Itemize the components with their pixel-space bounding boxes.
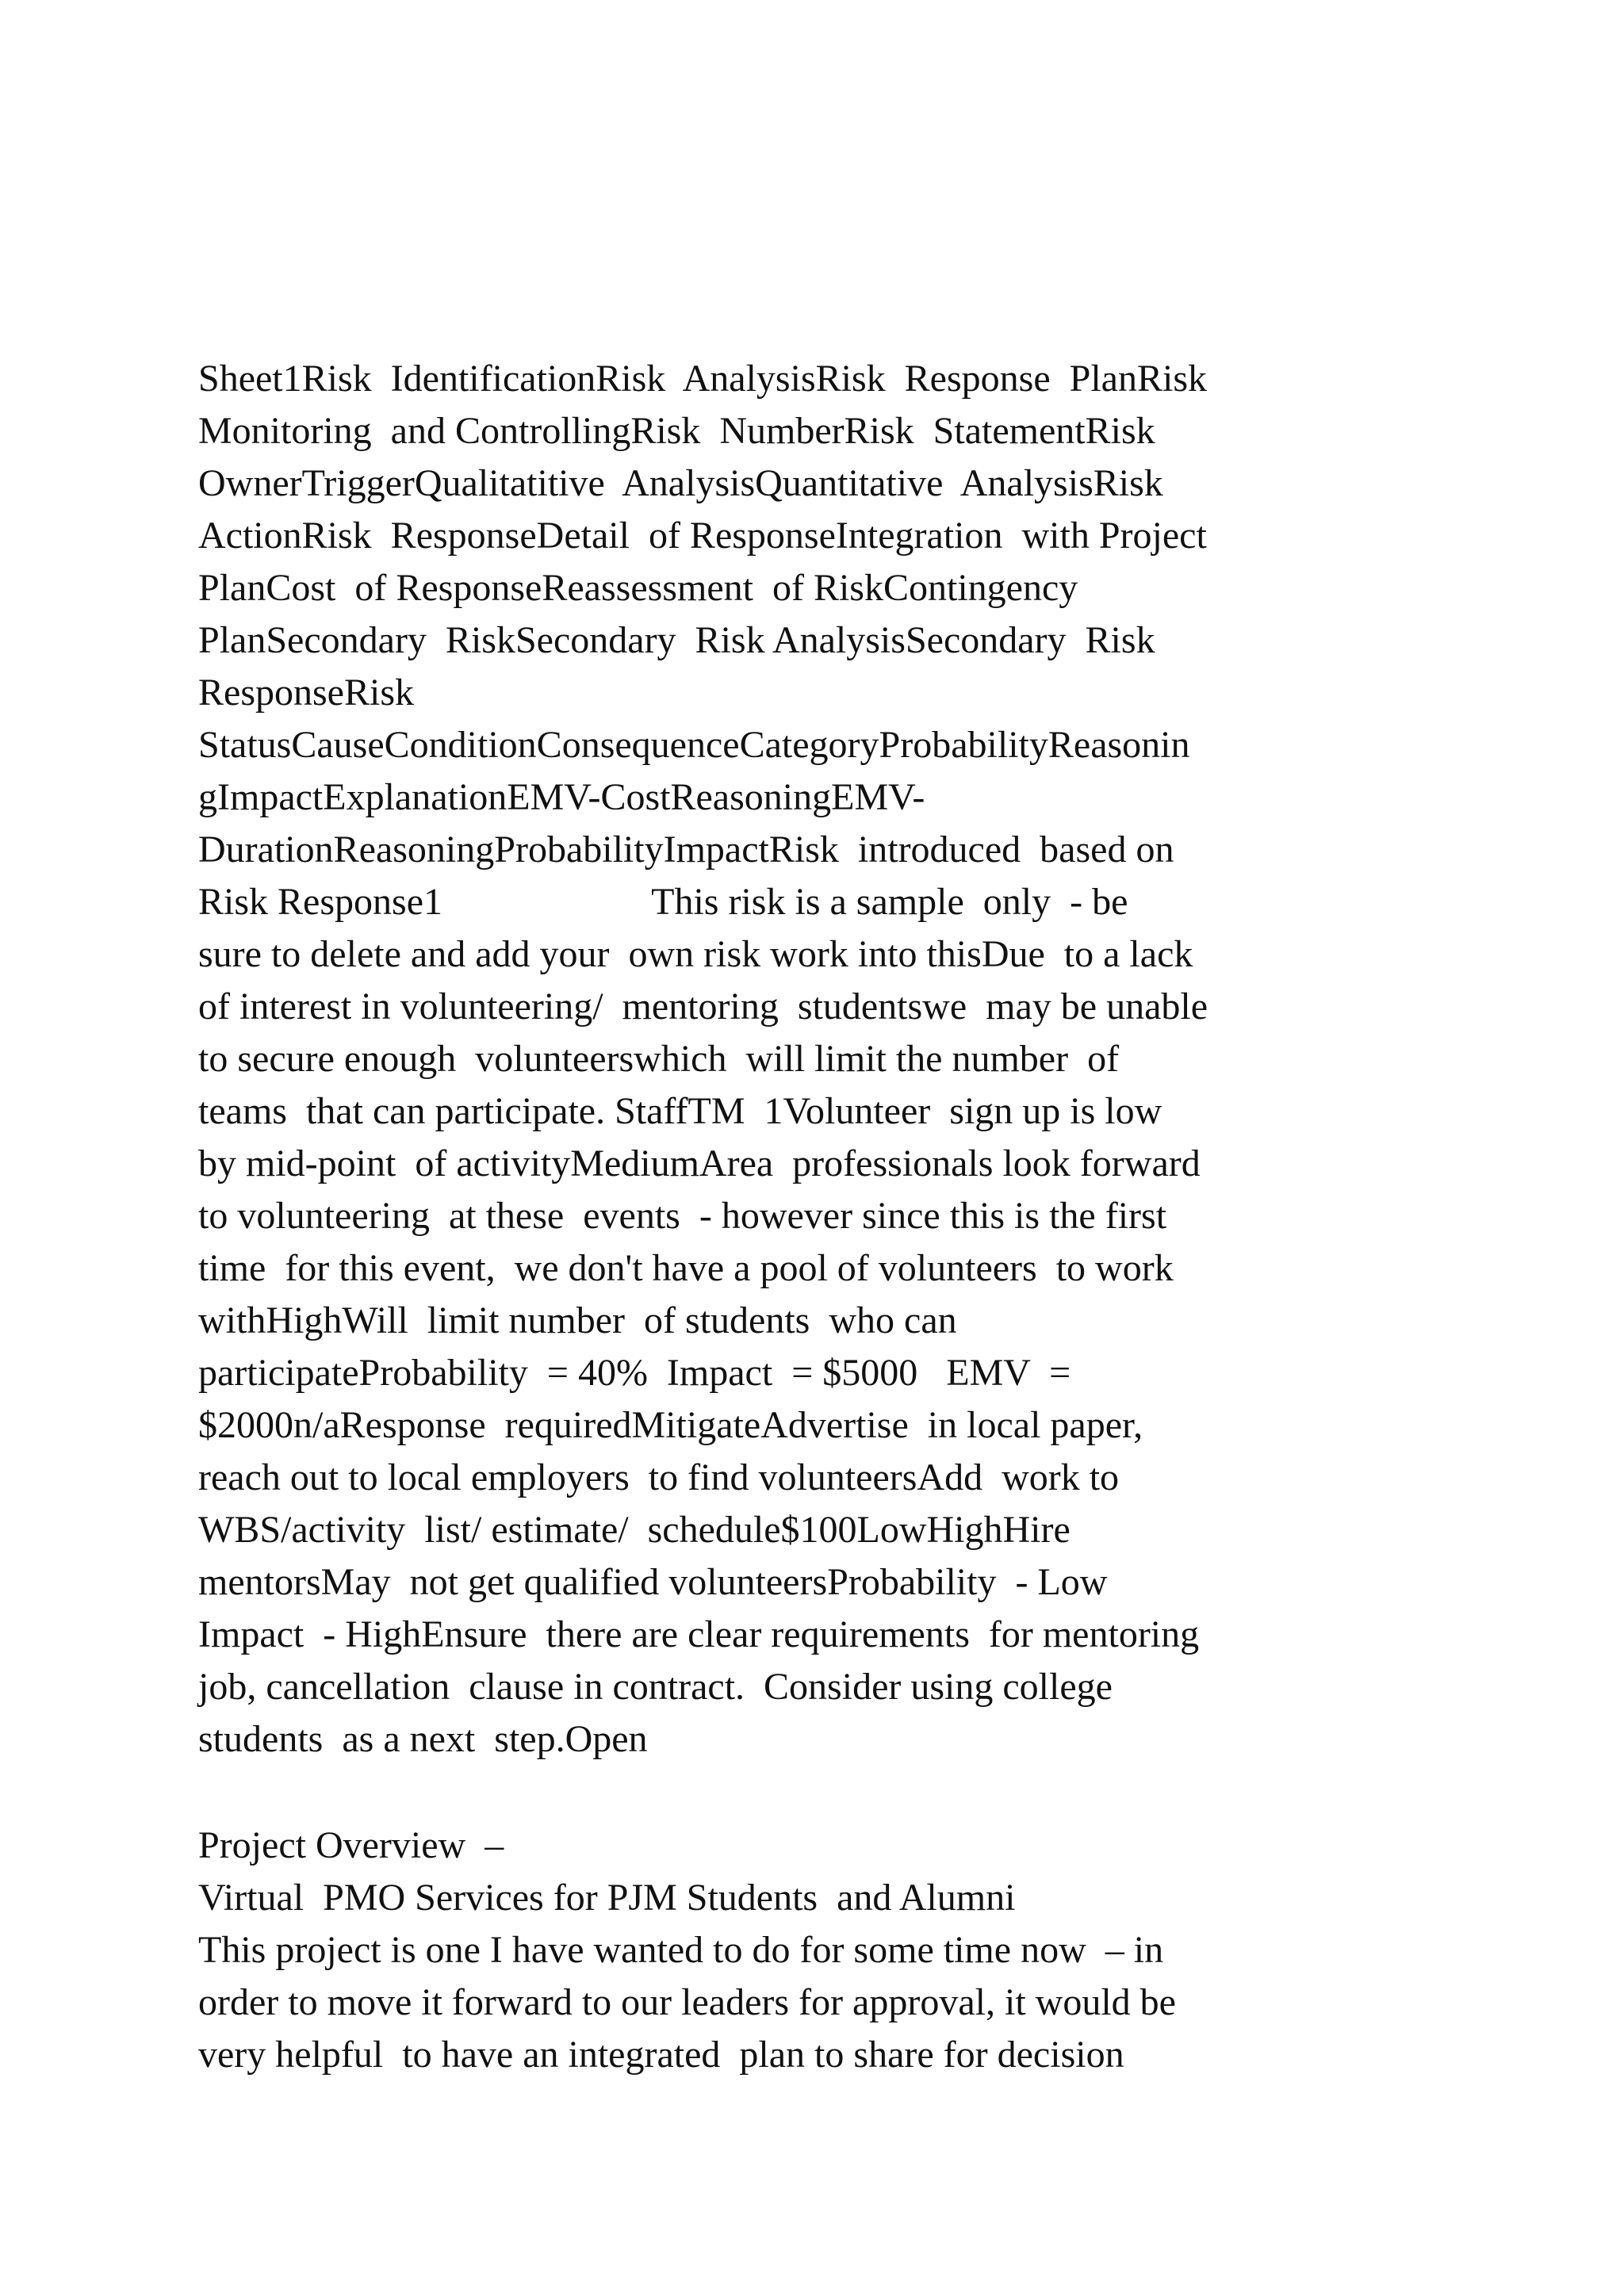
text-line: mentorsMay not get qualified volunteersProbability - Low	[198, 1561, 1108, 1603]
section-subheading: Virtual PMO Services for PJM Students and Alumni	[198, 1877, 1016, 1919]
text-line: ResponseRisk	[198, 672, 415, 714]
text-line: order to move it forward to our leaders for approval, it would be	[198, 1981, 1176, 2023]
text-line: by mid-point of activityMediumArea professionals look forward	[198, 1142, 1201, 1184]
text-line: PlanSecondary RiskSecondary Risk AnalysisSecondary Risk	[198, 619, 1155, 661]
text-line: PlanCost of ResponseReassessment of RiskContingency	[198, 567, 1078, 609]
text-line: Sheet1Risk IdentificationRisk AnalysisRisk Response PlanRisk	[198, 358, 1207, 400]
text-line: StatusCauseConditionConsequenceCategoryProbabilityReasonin	[198, 724, 1190, 766]
text-line: students as a next step.Open	[198, 1718, 648, 1760]
text-line: Monitoring and ControllingRisk NumberRisk StatementRisk	[198, 410, 1155, 452]
text-line: sure to delete and add your own risk work into thisDue to a lack	[198, 933, 1193, 975]
text-line: This project is one I have wanted to do for some time now – in	[198, 1929, 1164, 1971]
section-heading: Project Overview –	[198, 1824, 504, 1866]
text-line: to secure enough volunteerswhich will limit the number of	[198, 1038, 1120, 1080]
text-line: teams that can participate. StaffTM 1Volunteer sign up is low	[198, 1090, 1162, 1132]
text-line: Risk Response1 This risk is a sample only - be	[198, 881, 1128, 923]
text-line: ActionRisk ResponseDetail of ResponseIntegration with Project	[198, 515, 1207, 557]
text-line: $2000n/aResponse requiredMitigateAdvertise in local paper,	[198, 1404, 1143, 1446]
text-line: job, cancellation clause in contract. Consider using college	[198, 1666, 1113, 1708]
text-line: withHighWill limit number of students who can	[198, 1299, 957, 1341]
text-line: DurationReasoningProbabilityImpactRisk introduced based on	[198, 828, 1174, 871]
text-line: participateProbability = 40% Impact = $5000 EMV =	[198, 1352, 1071, 1394]
risk-register-text	[198, 353, 1483, 1766]
text-line: of interest in volunteering/ mentoring studentswe may be unable	[198, 985, 1208, 1027]
text-line: reach out to local employers to find volunteersAdd work to	[198, 1456, 1120, 1498]
text-line: WBS/activity list/ estimate/ schedule$100LowHighHire	[198, 1509, 1071, 1551]
text-line: to volunteering at these events - however since this is the first	[198, 1195, 1167, 1237]
text-line: OwnerTriggerQualitatitive AnalysisQuantitative AnalysisRisk	[198, 462, 1163, 504]
text-line: very helpful to have an integrated plan to share for decision	[198, 2034, 1124, 2076]
text-line: time for this event, we don't have a pool of volunteers to work	[198, 1247, 1174, 1289]
project-overview-section	[198, 1820, 1483, 2081]
text-line: gImpactExplanationEMV-CostReasoningEMV-	[198, 776, 925, 818]
text-line: Impact - HighEnsure there are clear requirements for mentoring	[198, 1613, 1200, 1655]
